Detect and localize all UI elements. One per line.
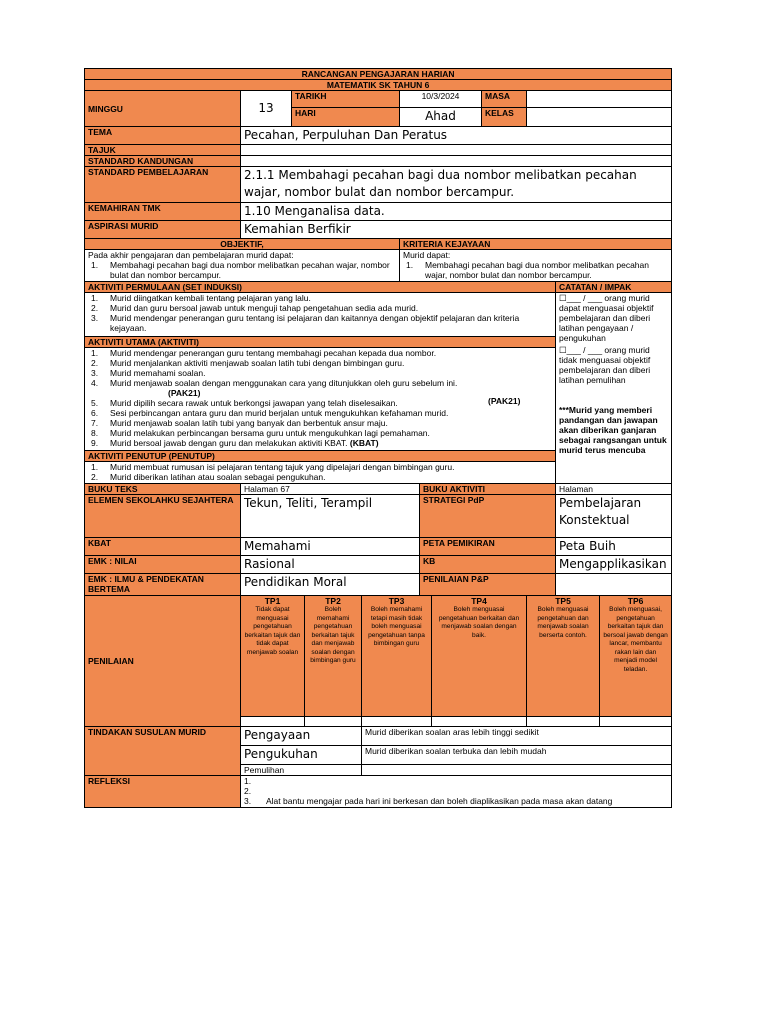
peta-label: PETA PEMIKIRAN: [420, 538, 556, 556]
emk-nilai-value: Rasional: [241, 556, 420, 574]
tindakan-type: Pengayaan: [241, 727, 362, 746]
penilaian-pdp-value: [556, 574, 672, 596]
kbat-label: KBAT: [85, 538, 241, 556]
list-item: 2. Murid dan guru bersoal jawab untuk menguji tahap pengetahuan sedia ada murid.: [91, 303, 419, 313]
tp4-desc: Boleh menguasai pengetahuan berkaitan dan menjawab soalan dengan baik.: [438, 606, 520, 639]
buku-teks-label: BUKU TEKS: [85, 484, 241, 495]
refleksi-list: [244, 776, 668, 806]
list-item: 6. Sesi perbincangan antara guru dan murid berjalan untuk mengukuhkan kefahaman murid.: [91, 408, 449, 418]
set-induksi-list: [88, 293, 552, 333]
list-item: 3. Murid memahami soalan.: [91, 368, 206, 378]
tp5-title: TP5: [555, 596, 571, 606]
buku-aktiviti-value: Halaman: [556, 484, 672, 495]
tp1-mark: [241, 717, 305, 727]
standard-kandungan-value: [241, 156, 672, 167]
kemahiran-tmk-value: 1.10 Menganalisa data.: [241, 203, 672, 221]
tindakan-type: Pemulihan: [241, 765, 362, 776]
tp4-cell: [432, 596, 527, 717]
list-item: [88, 388, 552, 398]
tp6-cell: [600, 596, 672, 717]
tp2-mark: [305, 717, 362, 727]
catatan-line-2: ☐___ / ___ orang murid tidak menguasai objektif pembelajaran dan diberi latihan pemulihan: [559, 345, 651, 385]
masa-label: MASA: [482, 91, 527, 108]
catatan-content: [556, 293, 672, 484]
list-item: 7. Murid menjawab soalan latih tubi yang banyak dan berbentuk ansur maju.: [91, 418, 388, 428]
buku-teks-value: Halaman 67: [241, 484, 420, 495]
kbat-value: Memahami: [241, 538, 420, 556]
masa-value: [527, 91, 672, 108]
tp1-desc: Tidak dapat menguasai pengetahuan berkaitan tajuk dan tidak dapat menjawab soalan: [244, 606, 301, 656]
list-item: 1. Murid diingatkan kembali tentang pelajaran yang lalu.: [91, 293, 311, 303]
kb-value: Mengapplikasikan: [556, 556, 672, 574]
plan-title: RANCANGAN PENGAJARAN HARIAN: [85, 69, 672, 80]
plan-subtitle: MATEMATIK SK TAHUN 6: [85, 80, 672, 91]
tajuk-value: [241, 145, 672, 156]
emk-nilai-label: EMK : NILAI: [85, 556, 241, 574]
aspirasi-murid-value: Kemahian Berfikir: [241, 221, 672, 239]
set-induksi-content: [85, 293, 556, 337]
tp4-title: TP4: [471, 596, 487, 606]
eksa-label: ELEMEN SEKOLAHKU SEJAHTERA: [85, 495, 241, 538]
pak21-tag: (PAK21): [488, 396, 521, 406]
list-item: 2. Murid diberikan latihan atau soalan sebagai pengukuhan.: [91, 472, 326, 482]
tindakan-type: Pengukuhan: [241, 746, 362, 765]
list-item: 1. Murid membuat rumusan isi pelajaran tentang tajuk yang dipelajari dengan bimbingan guru.: [91, 462, 455, 472]
kriteria-list: [403, 260, 668, 280]
list-item: 3. Murid mendengar penerangan guru tentang isi pelajaran dan kaitannya dengan objektif pelajaran dan kriteria kejayaan.: [91, 313, 520, 333]
buku-aktiviti-label: BUKU AKTIVITI: [420, 484, 556, 495]
refleksi-label: REFLEKSI: [85, 776, 241, 808]
kriteria-item: 1. Membahagi pecahan bagi dua nombor melibatkan pecahan wajar, nombor bulat dan nombor bercampur.: [406, 260, 649, 280]
tema-label: TEMA: [85, 127, 241, 145]
tp4-mark: [432, 717, 527, 727]
standard-pembelajaran-label: STANDARD PEMBELAJARAN: [85, 167, 241, 203]
tp2-title: TP2: [325, 596, 341, 606]
objektif-content: [85, 250, 400, 282]
standard-kandungan-label: STANDARD KANDUNGAN: [85, 156, 241, 167]
list-item: 2. Murid menjalankan aktiviti menjawab soalan latih tubi dengan bimbingan guru.: [91, 358, 405, 368]
objektif-label: OBJEKTIF,: [85, 239, 400, 250]
list-item: 2.: [244, 786, 252, 796]
penilaian-label: PENILAIAN: [85, 596, 241, 727]
kemahiran-tmk-label: KEMAHIRAN TMK: [85, 203, 241, 221]
list-item: 8. Murid melakukan perbincangan bersama guru untuk mengukuhkan lagi pemahaman.: [91, 428, 430, 438]
hari-value: Ahad: [400, 108, 482, 127]
list-item: 9. Murid bersoal jawab dengan guru dan melakukan aktiviti KBAT. (KBAT): [91, 438, 379, 448]
kelas-value: [527, 108, 672, 127]
emk-ilmu-label: EMK : ILMU & PENDEKATAN BERTEMA: [85, 574, 241, 596]
peta-value: Peta Buih: [556, 538, 672, 556]
tp2-cell: [305, 596, 362, 717]
standard-pembelajaran-value: 2.1.1 Membahagi pecahan bagi dua nombor melibatkan pecahan wajar, nombor bulat dan nombor bercampur.: [241, 167, 672, 203]
tindakan-desc: [362, 765, 672, 776]
tindakan-label: TINDAKAN SUSULAN MURID: [85, 727, 241, 776]
list-item: 4. Murid menjawab soalan dengan menggunakan cara yang ditunjukkan oleh guru sebelum ini.: [91, 378, 458, 388]
tp3-cell: [362, 596, 432, 717]
tp6-desc: Boleh menguasai, pengetahuan berkaitan tajuk dan bersoal jawab dengan lancar, membantu rakan lain dan menjadi model teladan.: [603, 606, 668, 673]
kelas-label: KELAS: [482, 108, 527, 127]
list-item: 5. Murid dipilih secara rawak untuk berkongsi jawapan yang telah diselesaikan. (PAK21): [91, 396, 521, 408]
tp5-cell: [527, 596, 600, 717]
tp6-mark: [600, 717, 672, 727]
tp2-desc: Boleh memahami pengetahuan berkaitan tajuk dan menjawab soalan dengan bimbingan guru: [310, 606, 356, 664]
tajuk-label: TAJUK: [85, 145, 241, 156]
penutup-label: AKTIVITI PENUTUP (PENUTUP): [85, 451, 556, 462]
catatan-note: ***Murid yang memberi pandangan dan jawapan akan diberikan ganjaran sebagai rangsangan untuk murid terus mencuba: [559, 405, 667, 455]
set-induksi-label: AKTIVITI PERMULAAN (SET INDUKSI): [85, 282, 556, 293]
minggu-value: 13: [241, 91, 292, 127]
penutup-list: [88, 462, 552, 482]
minggu-label: MINGGU: [85, 91, 241, 127]
kbat-tag: (KBAT): [349, 438, 379, 448]
kriteria-content: [400, 250, 672, 282]
hari-label: HARI: [292, 108, 400, 127]
kb-label: KB: [420, 556, 556, 574]
list-item: 1. Murid mendengar penerangan guru tentang membahagi pecahan kepada dua nombor.: [91, 348, 437, 358]
lesson-plan-page: [84, 68, 671, 808]
list-item: 1.: [244, 776, 252, 786]
aktiviti-utama-label: AKTIVITI UTAMA (AKTIVITI): [85, 337, 556, 348]
aktiviti-utama-list: [88, 348, 552, 448]
aspirasi-murid-label: ASPIRASI MURID: [85, 221, 241, 239]
tp6-title: TP6: [627, 596, 644, 606]
tarikh-label: TARIKH: [292, 91, 400, 108]
objektif-item: 1. Membahagi pecahan bagi dua nombor melibatkan pecahan wajar, nombor bulat dan nombor bercampur.: [91, 260, 390, 280]
tp5-mark: [527, 717, 600, 727]
tp1-cell: [241, 596, 305, 717]
tp1-title: TP1: [264, 596, 281, 606]
emk-ilmu-value: Pendidikan Moral: [241, 574, 420, 596]
kriteria-intro: Murid dapat:: [403, 250, 451, 260]
tarikh-value: 10/3/2024: [400, 91, 482, 108]
tindakan-desc: Murid diberikan soalan terbuka dan lebih mudah: [362, 746, 672, 765]
pak21-tag: (PAK21): [168, 388, 201, 398]
tp3-title: TP3: [388, 596, 405, 606]
tp5-desc: Boleh menguasai pengetahuan dan menjawab soalan berserta contoh.: [537, 606, 589, 639]
objektif-intro: Pada akhir pengajaran dan pembelajaran murid dapat:: [88, 250, 294, 260]
refleksi-content: [241, 776, 672, 808]
catatan-label: CATATAN / IMPAK: [556, 282, 672, 293]
tema-value: Pecahan, Perpuluhan Dan Peratus: [241, 127, 672, 145]
penutup-content: [85, 462, 556, 484]
objektif-list: [88, 260, 396, 280]
lesson-plan-table: [84, 68, 672, 808]
eksa-value: Tekun, Teliti, Terampil: [241, 495, 420, 538]
tp3-desc: Boleh memahami tetapi masih tidak boleh menguasai pengetahuan tanpa bimbingan guru: [368, 606, 425, 647]
tp3-mark: [362, 717, 432, 727]
penilaian-pdp-label: PENILAIAN P&P: [420, 574, 556, 596]
tindakan-desc: Murid diberikan soalan aras lebih tinggi sedikit: [362, 727, 672, 746]
list-item: 3. Alat bantu mengajar pada hari ini berkesan dan boleh diaplikasikan pada masa akan datang: [244, 796, 613, 806]
strategi-label: STRATEGI PdP: [420, 495, 556, 538]
aktiviti-utama-content: [85, 348, 556, 451]
catatan-line-1: ☐___ / ___ orang murid dapat menguasai objektif pembelajaran dan diberi latihan pengayaan / pengukuhan: [559, 293, 654, 343]
strategi-value: Pembelajaran Konstektual: [556, 495, 672, 538]
kriteria-label: KRITERIA KEJAYAAN: [400, 239, 672, 250]
